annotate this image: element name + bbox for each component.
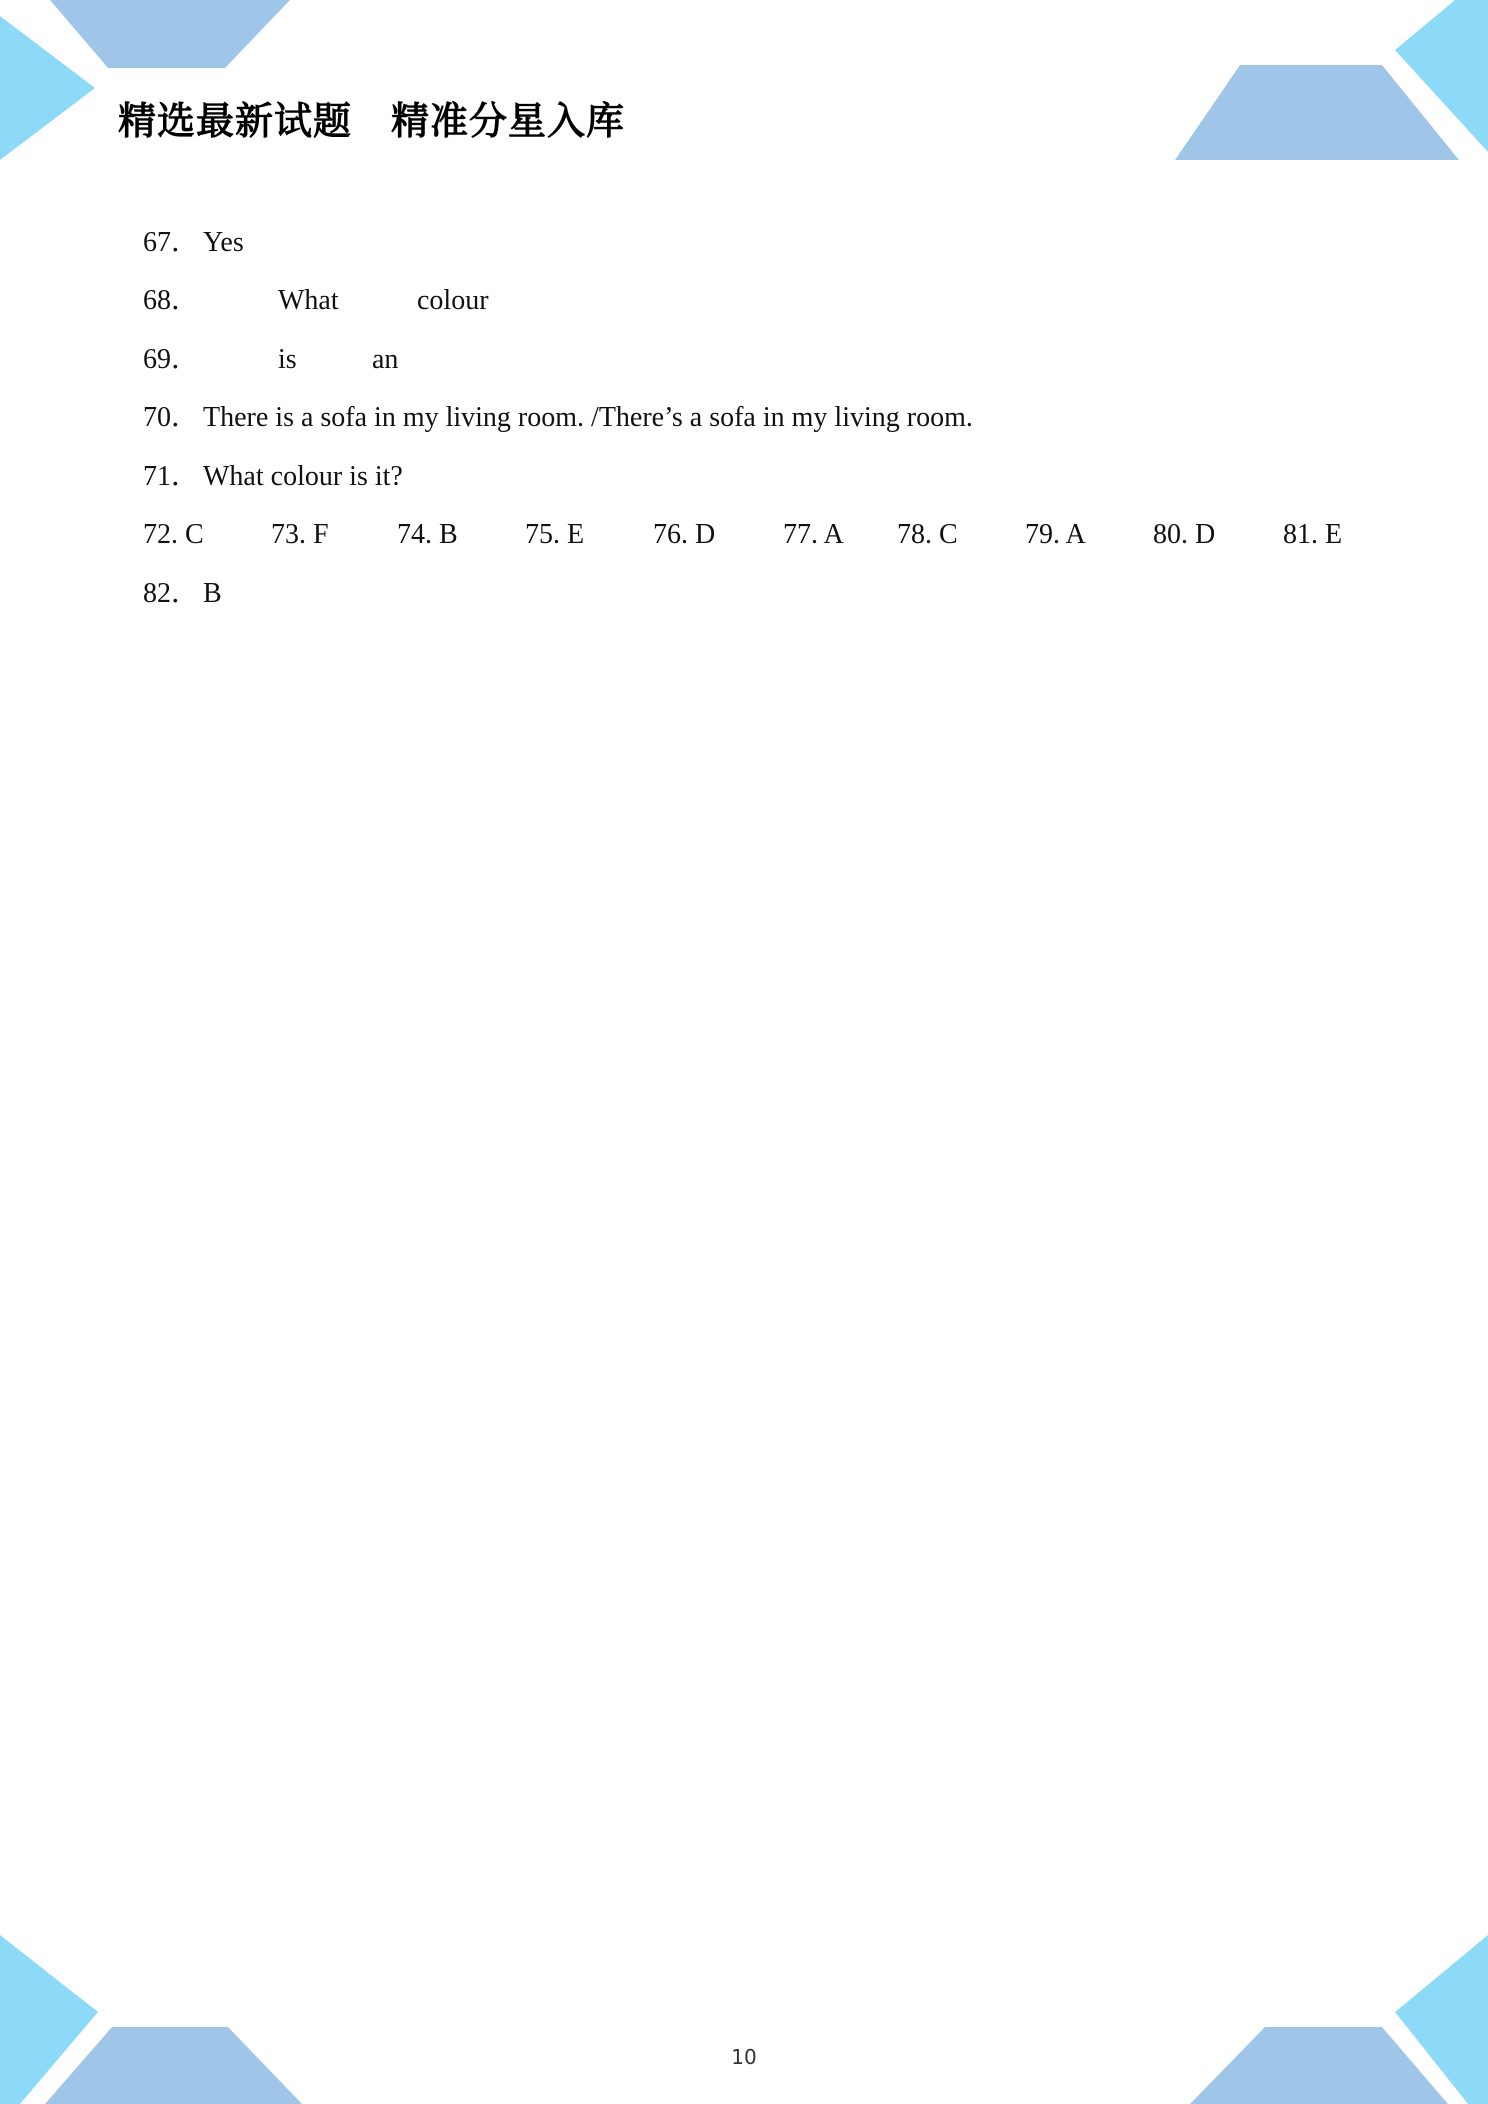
decor-top-right-trapezoid — [1175, 65, 1459, 160]
choice-answer: 72. C — [143, 519, 204, 550]
question-number: 67． — [143, 227, 200, 258]
answer-blank-2: an — [372, 344, 399, 375]
choice-answer: 75. E — [525, 519, 585, 550]
question-number: 70． — [143, 402, 200, 433]
choice-answer: 80. D — [1153, 519, 1216, 550]
decor-top-left-trapezoid — [50, 0, 290, 68]
question-number: 71． — [143, 461, 200, 492]
choice-answer: 76. D — [653, 519, 716, 550]
choice-answer: 73. F — [271, 519, 329, 550]
decor-top-left-triangle — [0, 16, 95, 160]
choice-answer: 77. A — [783, 519, 844, 550]
decor-bottom-right-triangle — [1395, 1935, 1488, 2104]
answer-blank-1: What — [278, 285, 339, 316]
page-header-title: 精选最新试题 精准分星入库 — [118, 99, 626, 143]
answer-text: What colour is it? — [203, 461, 403, 492]
choice-answer: 81. E — [1283, 519, 1343, 550]
choice-answer: 79. A — [1025, 519, 1086, 550]
decor-top-right-triangle — [1395, 0, 1488, 152]
answer-blank-2: colour — [417, 285, 489, 316]
answer-text: Yes — [203, 227, 244, 258]
choice-answer: 74. B — [397, 519, 458, 550]
choice-answer: 78. C — [897, 519, 958, 550]
question-number: 68． — [143, 285, 200, 316]
answer-blank-1: is — [278, 344, 297, 375]
question-number: 82． — [143, 578, 200, 609]
answer-text: There is a sofa in my living room. /There’s a sofa in my living room. — [203, 402, 973, 433]
page-number: 10 — [731, 2045, 757, 2069]
question-number: 69． — [143, 344, 200, 375]
answer-text: B — [203, 578, 222, 609]
decor-bottom-left-triangle — [0, 1935, 98, 2104]
